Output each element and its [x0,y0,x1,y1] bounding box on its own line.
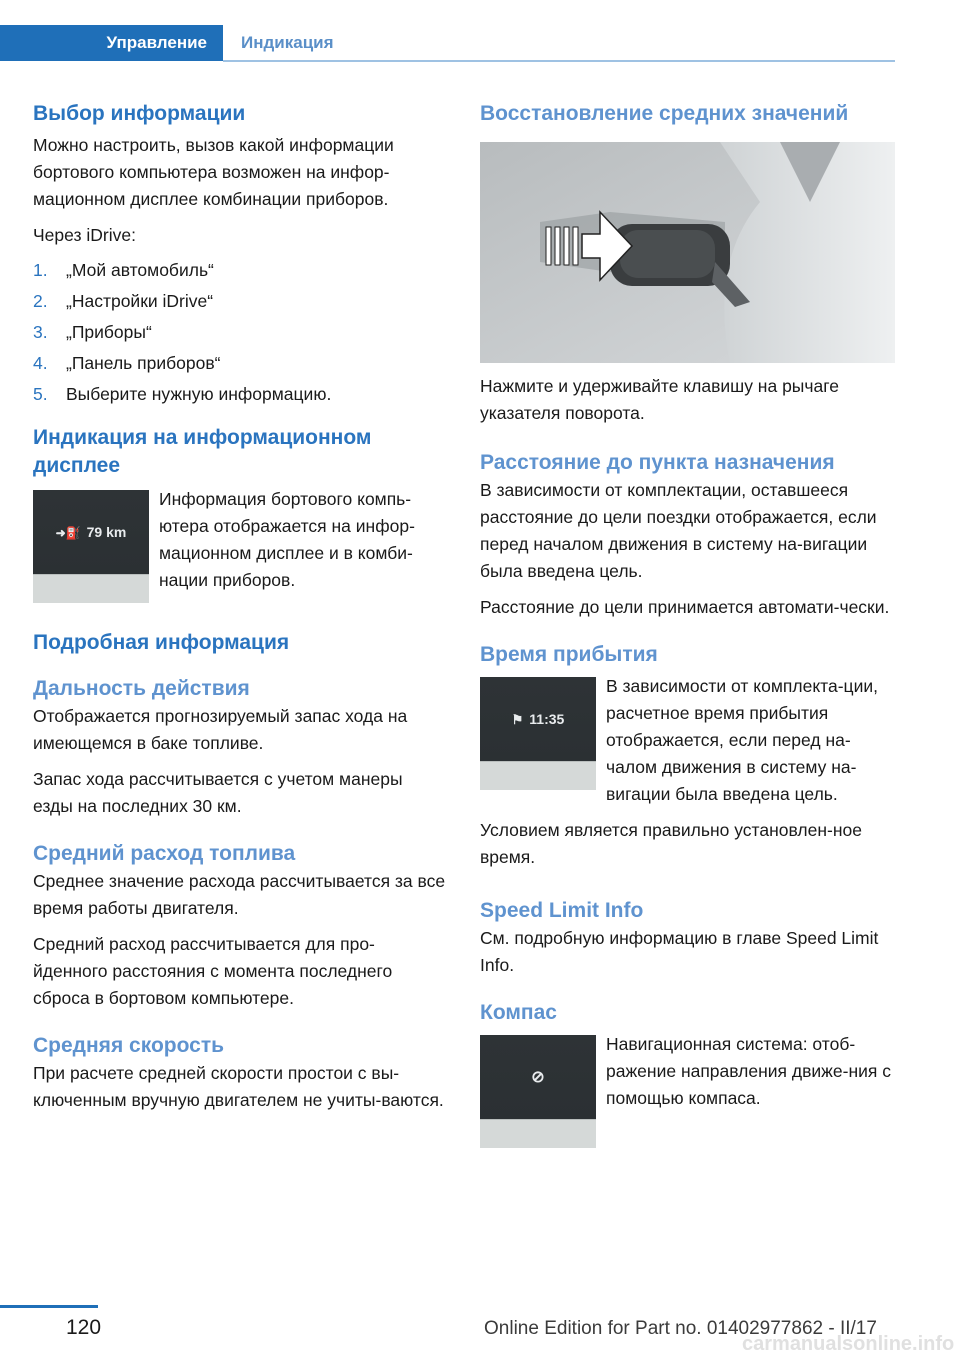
watermark: carmanualsonline.info [742,1333,955,1355]
heading-info-select: Выбор информации [33,102,246,125]
text-via-idrive: Через iDrive: [33,225,136,245]
right-column [480,100,898,1148]
text-distance-1: В зависимости от комплектации, оставшееся расстояние до цели поездки отображается, если перед началом движения в систему на-вигации была введена цель. [480,480,877,581]
text-arrival: В зависимости от комплекта-ции, расчетное время прибытия отображается, если перед на-чалом движения в систему на-вигации была введена цель. [606,676,878,804]
list-item: 1. „Мой автомобиль“ [33,260,214,280]
compass-icon: ⊘ [531,1069,545,1086]
heading-range: Дальность действия [33,677,250,700]
edition-text: Online Edition for Part no. 01402977862 - II/17 [484,1318,877,1339]
steps-list [33,255,447,410]
destination-flag-icon: ⚑ [511,712,524,727]
heading-avg-speed: Средняя скорость [33,1034,225,1057]
text-range-2: Запас хода рассчитывается с учетом манеры езды на последних 30 км. [33,769,403,816]
list-item: 2. „Настройки iDrive“ [33,291,214,311]
text-speed-limit: См. подробную информацию в главе Speed Limit Info. [480,928,879,975]
left-column [33,100,447,1114]
heading-arrival: Время прибытия [480,643,658,666]
text-compass: Навигационная система: отоб-ражение направления движе-ния с помощью компаса. [606,1034,891,1108]
heading-display: Индикация на информационном дисплее [33,426,372,477]
range-display-image [33,490,149,603]
text-arrival-2: Условием является правильно установлен-ное время. [480,820,862,867]
heading-details: Подробная информация [33,631,290,654]
text-info-select: Можно настроить, вызов какой информации бортового компьютера возможен на инфор-мационном дисплее комбинации приборов. [33,135,394,209]
heading-compass: Компас [480,1001,557,1024]
stalk-button-photo [480,142,895,363]
footer-rule [0,1305,98,1308]
page-number: 120 [66,1316,102,1339]
arrival-display-image [480,677,596,790]
heading-consumption: Средний расход топлива [33,842,296,865]
text-avg-speed: При расчете средней скорости простои с вы-ключенным вручную двигателем не учиты-ваются. [33,1063,444,1110]
text-range-1: Отображается прогнозируемый запас хода на имеющемся в баке топливе. [33,706,408,753]
text-consumption-2: Средний расход рассчитывается для про-йденного расстояния с момента последнего сброса в бортовом компьютере. [33,934,393,1008]
heading-reset: Восстановление средних значений [480,102,849,125]
heading-distance: Расстояние до пункта назначения [480,451,835,474]
text-distance-2: Расстояние до цели принимается автомати-чески. [480,597,890,617]
text-reset: Нажмите и удерживайте клавишу на рычаге указателя поворота. [480,376,839,423]
text-display: Информация бортового компь-ютера отображается на инфор-мационном дисплее и в комби-нации приборов. [159,489,415,590]
compass-display-image [480,1035,596,1148]
header-divider [223,60,895,62]
range-value: 79 km [86,524,127,540]
heading-speed-limit: Speed Limit Info [480,899,644,922]
arrival-value: 11:35 [529,711,565,727]
list-item: 3. „Приборы“ [33,322,152,342]
fuel-pump-icon: ➜⛽ [55,526,81,540]
list-item: 5. Выберите нужную информацию. [33,384,332,404]
list-item: 4. „Панель приборов“ [33,353,221,373]
top-bar [0,0,960,62]
tab-display[interactable]: Индикация [241,33,334,52]
text-consumption-1: Среднее значение расхода рассчитывается за все время работы двигателя. [33,871,446,918]
tab-control[interactable]: Управление [0,25,223,61]
